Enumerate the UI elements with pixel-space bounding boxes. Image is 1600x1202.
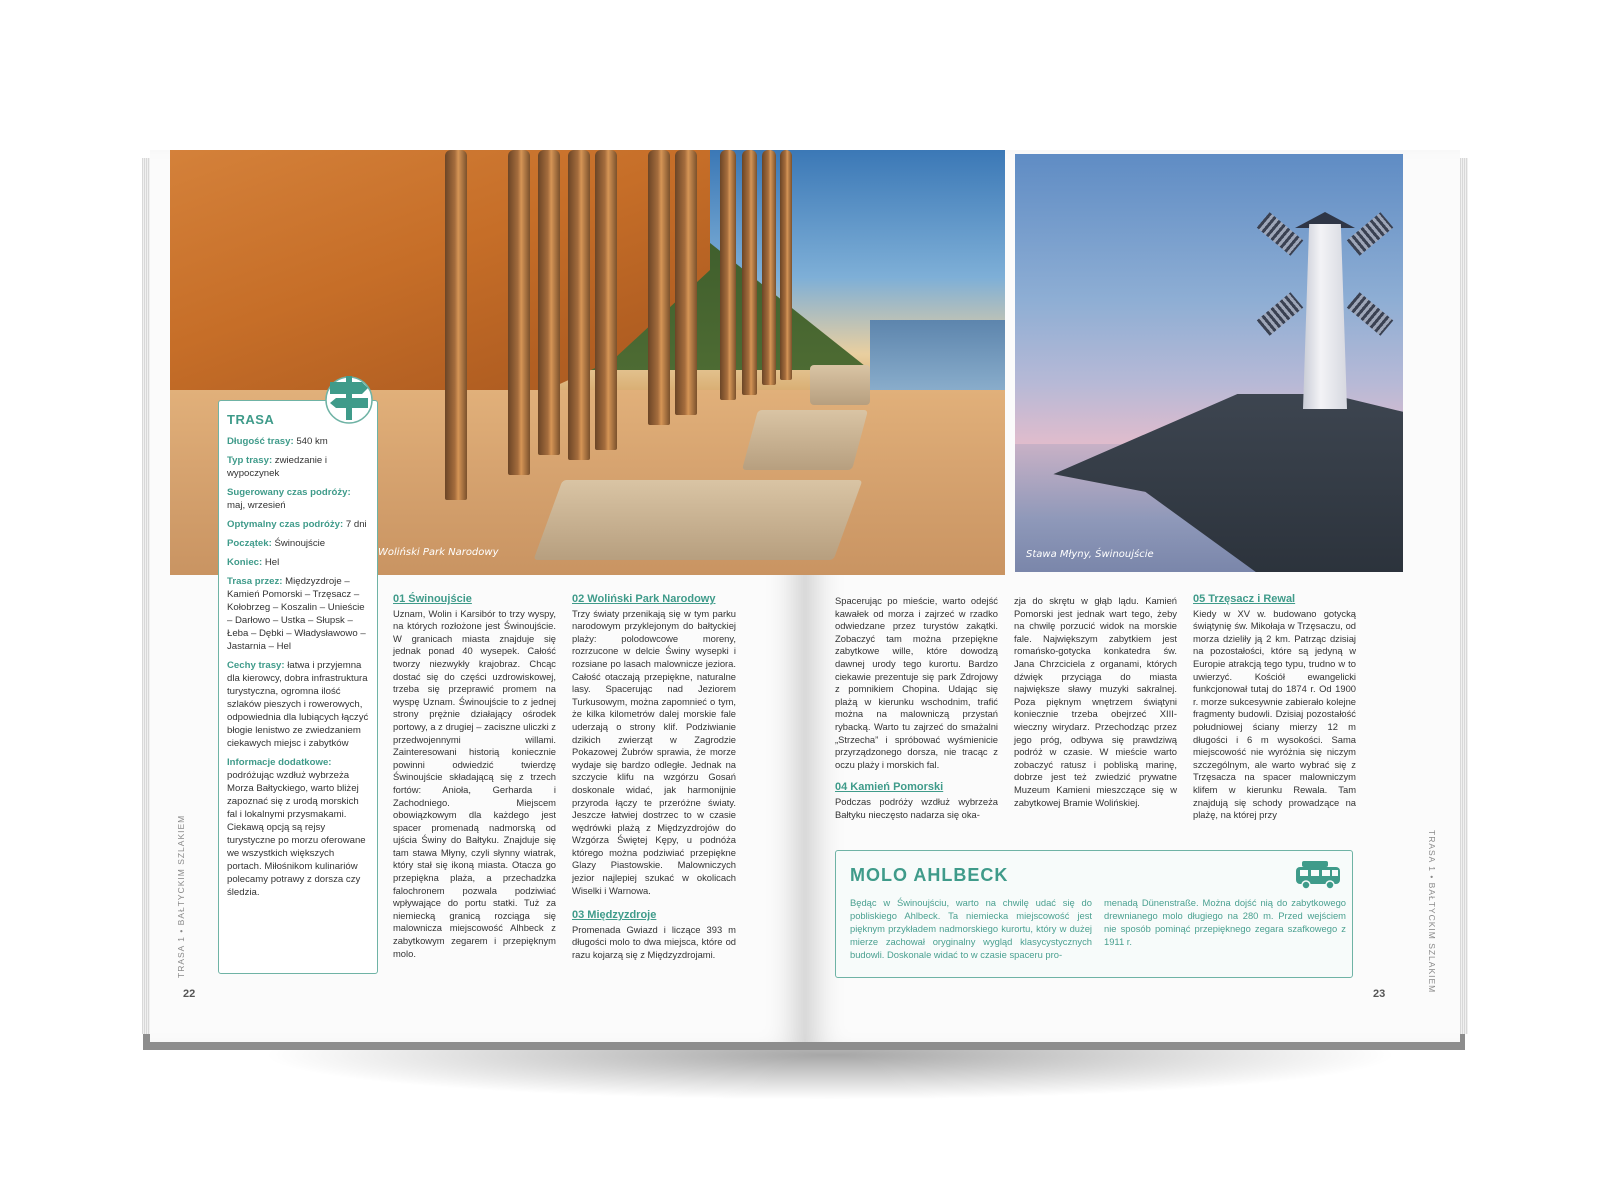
camper-van-icon bbox=[1294, 859, 1342, 891]
section-05-heading: 05 Trzęsacz i Rewal bbox=[1193, 593, 1296, 605]
molo-text-right: menadą Dünenstraße. Można dojść nią do zabytkowego drewnianego molo długiego na 280 m. Przed wejściem nie sposób pominąć przepięknego zegara szafkowego z 1911 r. bbox=[1104, 897, 1346, 947]
section-01 bbox=[393, 593, 556, 960]
section-03-text: Promenada Gwiazd i liczące 393 m długości molo to dwa miejsca, które od razu kojarzą się z Międzyzdrojami. bbox=[572, 923, 736, 961]
section-05-text: Kiedy w XV w. budowano gotycką świątynię św. Mikołaja w Trzęsaczu, od morza dzieliły ją 2 km. Patrząc dzisiaj na pozostałości, które są jedyną w Europie atrakcją tego typu, trudno w to uwierzyć. Kościół ewangelicki funkcjonował tutaj do 1874 r. Od 1900 r. morze sukcesywnie zabierało kolejne fragmenty budowli. Dzisiaj pozostałość południowej ściany mierzy 12 m długości i 6 m wysokości. Sama miejscowość nie wyróżnia się niczym szczególnym, ale warto wybrać się z Trzęsacza na spacer malowniczym klifem w kierunku Rewala. Tam znajdują się schody prowadzące na plażę, na której przy bbox=[1193, 607, 1356, 821]
info-item-length: Długość trasy: 540 km bbox=[227, 436, 328, 447]
info-item-route-via: Trasa przez: Międzyzdroje – Kamień Pomorski – Trzęsacz – Kołobrzeg – Koszalin – Unieście – Darłowo – Ustka – Słupsk – Łeba – Dębki – Władysławowo – Jastarnia – Hel bbox=[227, 576, 366, 652]
route-info-title: TRASA bbox=[227, 412, 275, 427]
section-04-text: Podczas podróży wzdłuż wybrzeża Bałtyku nieczęsto nadarza się oka- bbox=[835, 795, 998, 820]
molo-text-left: Będąc w Świnoujściu, warto na chwilę udać się do pobliskiego Ahlbeck. Ta niemiecka miejscowość jest pięknym przykładem nadmorskiego kurortu, który w dużej mierze zachował oryginalny wygląd klasycystycznych budowli. Doskonale widać to w czasie spaceru pro- bbox=[850, 897, 1092, 960]
route-info-box bbox=[218, 400, 378, 974]
info-item-suggested-time: Sugerowany czas podróży: maj, wrzesień bbox=[227, 487, 351, 511]
section-02-text: Trzy światy przenikają się w tym parku narodowym przyklejonym do bałtyckiej plaży: polodowcowe moreny, rozrzucone w delcie Świny wysepki i rozsiane po lasach malownicze jeziora. Całość otaczają przepiękne, naturalne lasy. Spacerując nad Jeziorem Turkusowym, można zapomnieć o tym, że kilka kilometrów dalej morskie fale uderzają o strony klif. Podziwianie dzikich zwierząt w Zagrodzie Pokazowej Żubrów sprawia, że morze wydaje się bardzo odległe. Jednak na szczycie klifu na wzgórzu Gosań doskonale widać, jak harmonijnie przyroda łączy te przeróżne światy. Jeszcze łatwiej dostrzec to w czasie wędrówki plażą z Międzyzdrojów do Wzgórza Świętej Kępy, u podnóża którego można podziwiać przepiękne Glazy Piastowskie. Malowniczych jezior najlepiej szukać w okolicach Wiselki i Warnowa. bbox=[572, 607, 736, 896]
section-05 bbox=[1193, 593, 1356, 822]
section-03-heading: 03 Międzyzdroje bbox=[572, 909, 657, 922]
section-02 bbox=[572, 593, 736, 962]
right-col-2 bbox=[1014, 595, 1177, 809]
molo-ahlbeck-box bbox=[835, 850, 1353, 978]
photo-caption-beach: Woliński Park Narodowy bbox=[378, 547, 499, 558]
section-01-text: Uznam, Wolin i Karsibór to trzy wyspy, na których rozłożone jest Świnoujście. W granicach miasta znajduje się jednak ponad 40 wysepek. Całość tworzy niezwykły krajobraz. Chcąc dostać się do części uzdrowiskowej, trzeba się przeprawić promem na wyspę Uznam. Świnoujście to z jednej strony prężnie działający ośrodek portowy, a z drugiej – zaciszne uliczki z przedwojennymi willami. Zainteresowani historią koniecznie powinni odwiedzić twierdzę Świnoujście składającą się z trzech fortów: Anioła, Gerharda i Zachodniego. Miejscem obowiązkowym dla każdego jest spacer promenadą nadmorską od ujścia Świny do Bałtyku. Znajduje się tam stawa Młyny, czyli słynny wiatrak, który stał się ikoną miasta. Otacza go przepiękna plaża, a przechadzka falochronem pozwala podziwiać wpływające do portu statki. Tuż za niemiecką granicą rozciąga się malownicza miejscowość Alhbeck z zabytkowym zegarem i przepięknym molo. bbox=[393, 607, 556, 959]
page-number-right: 23 bbox=[1373, 988, 1386, 1000]
running-title-left: TRASA 1 • BAŁTYCKIM SZLAKIEM bbox=[176, 814, 186, 978]
open-book bbox=[150, 150, 1460, 1042]
section-04-heading: 04 Kamień Pomorski bbox=[835, 781, 944, 794]
info-item-optimal-time: Optymalny czas podróży: 7 dni bbox=[227, 519, 367, 530]
right-col-1 bbox=[835, 595, 998, 821]
right-col-2-text: zja do skrętu w głąb lądu. Kamień Pomorski jest jednak wart tego, żeby na chwilę porzucić widok na morskie fale. Największym zabytkiem jest romańsko-gotycka konkatedra św. Jana Chrzciciela z organami, których dźwięk przyciąga do miasta największe sławy muzyki sakralnej. Poza pięknym wnętrzem świątyni koniecznie trzeba obejrzeć XIII-wieczny wirydarz. Przechodząc przez jego próg, odbywa się prawdziwą podróż w czasie. W mieście warto zobaczyć ratusz i pobliską marinę, dobrze jest też zwiedzić prywatne Muzeum Kamieni mieszczące się w zabytkowej Bramie Wolińskiej. bbox=[1014, 595, 1177, 808]
info-item-start: Początek: Świnoujście bbox=[227, 538, 326, 549]
info-item-end: Koniec: Hel bbox=[227, 557, 280, 568]
photo-stawa-mlyny bbox=[1015, 154, 1403, 572]
section-02-heading: 02 Woliński Park Narodowy bbox=[572, 593, 716, 605]
right-col-1-text: Spacerując po mieście, warto odejść kawałek od morza i zajrzeć w rzadko odwiedzane przez turystów zakątki. Zobaczyć tam można przepiękne zabytkowe wille, które dowodzą dawnej urody tego kurortu. Bardzo ciekawie prezentuje się park Zdrojowy z pomnikiem Chopina. Udając się plażą w kierunku wschodnim, trafić można na malowniczą przystań rybacką. Warto tu zajrzeć do smażalni „Strzecha” i spróbować wyśmienicie przyrządzonego dorsza, nie tracąc z oczu plaży i morskich fal. bbox=[835, 595, 998, 770]
section-01-heading: 01 Świnoujście bbox=[393, 593, 472, 605]
info-item-additional: Informacje dodatkowe: podróżując wzdłuż wybrzeża Morza Bałtyckiego, warto bliżej zapoznać się z urodą morskich fal i lokalnymi przysmakami. Ciekawą opcją są rejsy turystyczne po morzu oferowane we wszystkich większych portach. Miłośnikom kulinariów polecamy potrawy z dorsza czy śledzia. bbox=[227, 757, 366, 898]
info-item-type: Typ trasy: zwiedzanie i wypoczynek bbox=[227, 455, 328, 479]
signpost-icon bbox=[320, 372, 378, 424]
running-title-right: TRASA 1 • BAŁTYCKIM SZLAKIEM bbox=[1427, 830, 1437, 994]
molo-ahlbeck-title: MOLO AHLBECK bbox=[850, 865, 1009, 885]
info-item-features: Cechy trasy: łatwa i przyjemna dla kierowcy, dobra infrastruktura turystyczna, ogromna ilość szlaków pieszych i rowerowych, odpowiednia dla lubiących łączyć błogie lenistwo ze zwiedzaniem ciekawych miejsc i zabytków bbox=[227, 660, 369, 749]
page-number-left: 22 bbox=[183, 988, 196, 1000]
photo-caption-mill: Stawa Młyny, Świnoujście bbox=[1026, 549, 1154, 560]
